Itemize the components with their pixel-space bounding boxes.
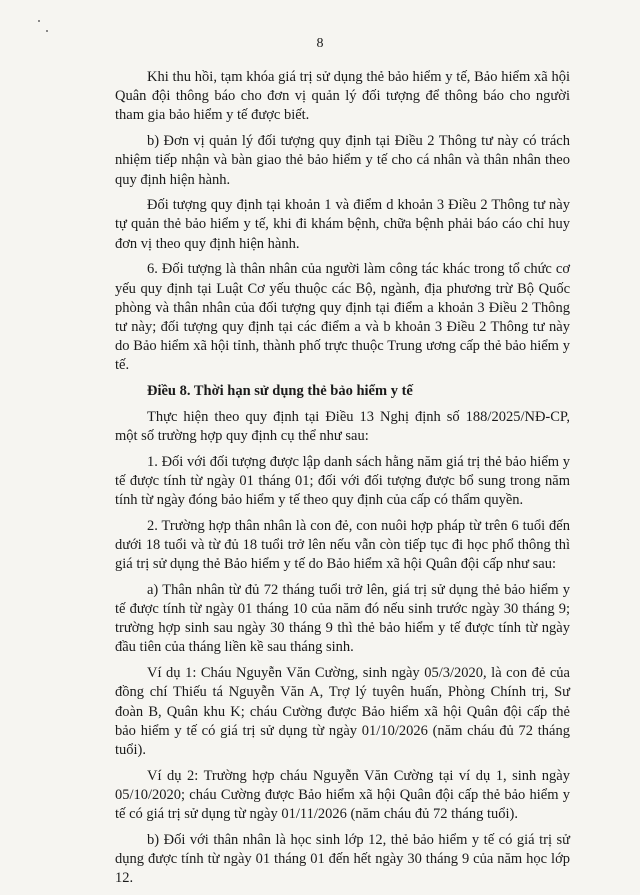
paragraph-unit-responsibility: b) Đơn vị quản lý đối tượng quy định tại Điều 2 Thông tư này có trách nhiệm tiếp nhận và bàn giao thẻ bảo hiểm y tế cho cá nhân và thân nhân theo quy định hiện hành. <box>115 133 570 188</box>
paragraph-article-8-intro: Thực hiện theo quy định tại Điều 13 Nghị định số 188/2025/NĐ-CP, một số trường hợp quy định cụ thể như sau: <box>115 408 570 444</box>
paragraph-point-b: b) Đối với thân nhân là học sinh lớp 12, thẻ bảo hiểm y tế có giá trị sử dụng được tính từ ngày 01 tháng 01 đến hết ngày 30 tháng 9 của năm học lớp 12. <box>115 831 570 887</box>
paragraph-item-6: 6. Đối tượng là thân nhân của người làm công tác khác trong tổ chức cơ yếu quy định tại Luật Cơ yếu thuộc các Bộ, ngành, địa phương trừ Bộ Quốc phòng và thân nhân của đối tượng quy định tại điểm a khoản 3 Điều 2 Thông tư này; đối tượng quy định tại các điểm a và b khoản 3 Điều 2 Thông tư này do Bảo hiểm xã hội tỉnh, thành phố trực thuộc Trung ương cấp thẻ bảo hiểm y tế. <box>115 261 570 374</box>
paragraph-article-8-item-1: 1. Đối với đối tượng được lập danh sách hằng năm giá trị thẻ bảo hiểm y tế được tính từ ngày 01 tháng 01; đối với đối tượng được bổ sung trong năm tính từ ngày đóng bảo hiểm y tế theo quy định của cấp có thẩm quyền. <box>115 453 570 509</box>
page-number: 8 <box>316 36 324 51</box>
paragraph-example-1: Ví dụ 1: Cháu Nguyễn Văn Cường, sinh ngày 05/3/2020, là con đẻ của đồng chí Thiếu tá Nguyễn Văn A, Trợ lý tuyên huấn, Phòng Chính trị, Sư đoàn B, Quân khu K; cháu Cường được Bảo hiểm xã hội Quân đội cấp thẻ bảo hiểm y tế có giá trị sử dụng từ ngày 01/10/2026 (năm cháu đủ 72 tháng tuổi). <box>115 665 570 758</box>
scan-speck <box>46 30 48 32</box>
paragraph-point-a: a) Thân nhân từ đủ 72 tháng tuổi trở lên, giá trị sử dụng thẻ bảo hiểm y tế được tính từ ngày 01 tháng 10 của năm đó nếu sinh trước ngày 30 tháng 9; trường hợp sinh sau ngày 30 tháng 9 thì thẻ bảo hiểm y tế được tính từ ngày đầu tiên của tháng liền kề sau tháng sinh. <box>115 581 570 656</box>
scan-speck <box>38 20 40 22</box>
paragraph-example-2: Ví dụ 2: Trường hợp cháu Nguyễn Văn Cường tại ví dụ 1, sinh ngày 05/10/2020; cháu Cường được Bảo hiểm xã hội Quân đội cấp thẻ bảo hiểm y tế có giá trị sử dụng từ ngày 01/11/2026 (năm cháu đủ 72 tháng tuổi). <box>115 767 570 823</box>
paragraph-self-managed-cards: Đối tượng quy định tại khoản 1 và điểm d khoản 3 Điều 2 Thông tư này tự quản thẻ bảo hiểm y tế, khi đi khám bệnh, chữa bệnh phải báo cáo chỉ huy đơn vị theo quy định hiện hành. <box>115 197 570 252</box>
article-8-heading: Điều 8. Thời hạn sử dụng thẻ bảo hiểm y tế <box>147 383 413 400</box>
document-body <box>115 68 570 895</box>
paragraph-revoke-notice: Khi thu hồi, tạm khóa giá trị sử dụng thẻ bảo hiểm y tế, Bảo hiểm xã hội Quân đội thông báo cho đơn vị quản lý đối tượng để thông báo cho người tham gia bảo hiểm y tế được biết. <box>115 69 570 124</box>
paragraph-article-8-item-2: 2. Trường hợp thân nhân là con đẻ, con nuôi hợp pháp từ trên 6 tuổi đến dưới 18 tuổi và từ đủ 18 tuổi trở lên nếu vẫn còn tiếp tục đi học phổ thông thì giá trị sử dụng thẻ Bảo hiểm y tế do Bảo hiểm xã hội Quân đội cấp như sau: <box>115 517 570 573</box>
